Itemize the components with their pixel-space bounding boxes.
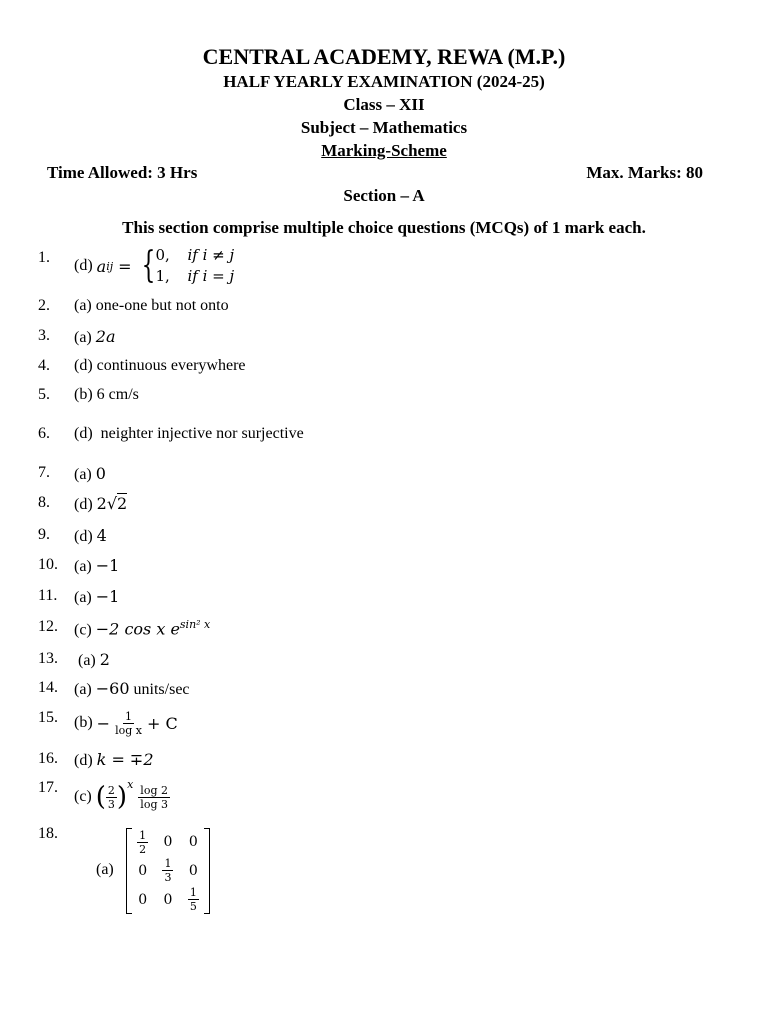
math-expression: 0: [95, 464, 106, 483]
option-label: (d): [74, 528, 93, 545]
fraction-numerator: log 2: [140, 783, 168, 797]
answer-15: [74, 706, 178, 740]
question-number: 18.: [38, 825, 58, 842]
case-value: 1,: [155, 267, 170, 285]
question-number: 9.: [38, 526, 50, 543]
option-label: (c): [74, 621, 92, 639]
time-allowed: Time Allowed: 3 Hrs: [47, 163, 198, 182]
question-number: 14.: [38, 679, 58, 696]
question-number: 1.: [38, 249, 50, 266]
matrix-cell: 0: [188, 834, 198, 851]
answer-10: [74, 556, 119, 576]
math-expression: 4: [96, 526, 107, 545]
option-label: (d): [74, 257, 93, 274]
answer-17: [74, 776, 170, 818]
fraction-numerator: 1: [139, 828, 147, 842]
fraction-denominator: log 3: [140, 797, 168, 811]
matrix-cell: [130, 828, 155, 857]
answer-8: [74, 494, 127, 514]
piecewise-cases: [155, 245, 234, 287]
matrix-row: [130, 857, 206, 886]
answer-7: [74, 464, 106, 484]
math-subscript: ij: [106, 259, 114, 273]
option-label: (d): [74, 496, 93, 513]
question-number: 3.: [38, 327, 50, 344]
right-paren-icon: ): [116, 782, 128, 812]
unit-label: units/sec: [133, 681, 190, 698]
question-number: 5.: [38, 386, 50, 403]
math-coefficient: 2: [96, 494, 107, 513]
fraction-denominator: 3: [164, 871, 172, 885]
question-number: 2.: [38, 297, 50, 314]
matrix-table: [130, 828, 206, 914]
answer-11: [74, 587, 119, 607]
math-exponent: x: [127, 778, 134, 791]
question-number: 11.: [38, 587, 58, 604]
answer-4: (d) continuous everywhere: [74, 357, 246, 374]
constant-term: + C: [146, 713, 178, 733]
fraction-denominator: 5: [189, 900, 197, 914]
math-expression: −1: [95, 587, 120, 606]
option-label: (a): [74, 466, 92, 483]
question-number: 7.: [38, 464, 50, 481]
question-number: 17.: [38, 779, 58, 796]
matrix-cell: 0: [138, 862, 148, 879]
exam-title: HALF YEARLY EXAMINATION (2024-25): [223, 72, 545, 91]
answer-13: [78, 650, 110, 670]
answer-16: [74, 750, 154, 770]
math-exponent: sin² x: [179, 618, 211, 631]
base-fraction: [106, 785, 117, 810]
case-value: 0,: [155, 246, 170, 264]
fraction-numerator: 2: [107, 783, 115, 797]
option-label: (d): [74, 752, 93, 769]
radicand: 2: [117, 494, 128, 513]
math-expression: k = ∓2: [96, 750, 154, 769]
fraction-denominator: 3: [107, 797, 115, 811]
case-condition: if i = j: [187, 267, 235, 285]
scheme-wrapper: [0, 141, 768, 161]
math-lhs: a: [96, 256, 107, 276]
matrix-cell: [155, 857, 180, 886]
matrix-cell: 0: [188, 862, 198, 879]
math-expression: 2: [99, 650, 110, 669]
option-label: (a): [96, 861, 114, 878]
fraction-numerator: 1: [164, 857, 172, 871]
question-number: 4.: [38, 357, 50, 374]
section-instruction: This section comprise multiple choice questions (MCQs) of 1 mark each.: [122, 218, 646, 237]
math-expression: −1: [95, 556, 120, 575]
option-label: (b): [74, 714, 93, 731]
question-number: 6.: [38, 425, 50, 442]
answer-1: [74, 244, 234, 288]
option-label: (a): [74, 681, 92, 698]
left-paren-icon: (: [95, 782, 106, 812]
question-number: 8.: [38, 494, 50, 511]
log-fraction: [138, 785, 170, 810]
question-number: 16.: [38, 750, 58, 767]
answer-6: (d) neighter injective nor surjective: [74, 425, 304, 442]
math-expression: 2a: [95, 327, 116, 346]
answer-12: [74, 618, 210, 639]
marking-scheme-title: Marking-Scheme: [321, 141, 447, 160]
matrix-cell: 0: [163, 891, 173, 908]
question-number: 15.: [38, 709, 58, 726]
option-label: (a): [74, 329, 92, 346]
math-expression: −2 cos x e: [95, 619, 180, 639]
option-label: (a): [74, 589, 92, 606]
answer-3: [74, 327, 115, 347]
case-condition: if i ≠ j: [187, 246, 235, 264]
fraction: [113, 711, 144, 736]
matrix-cell: 0: [138, 891, 148, 908]
answer-5: (b) 6 cm/s: [74, 386, 139, 403]
max-marks: Max. Marks: 80: [586, 163, 703, 182]
question-number: 12.: [38, 618, 58, 635]
left-brace-icon: {: [141, 245, 155, 286]
math-expression: −60: [95, 679, 130, 698]
matrix-row: [130, 885, 206, 914]
option-label: (c): [74, 788, 92, 805]
answer-2: (a) one-one but not onto: [74, 297, 229, 314]
answer-14: [74, 679, 190, 699]
class-label: Class – XII: [343, 95, 425, 114]
matrix: [126, 828, 210, 914]
section-title: Section – A: [343, 186, 425, 205]
fraction-numerator: 1: [125, 709, 132, 723]
sqrt-icon: √: [106, 494, 118, 513]
matrix-cell: 0: [163, 834, 173, 851]
answer-9: [74, 526, 107, 546]
question-number: 10.: [38, 556, 58, 573]
school-name: CENTRAL ACADEMY, REWA (M.P.): [202, 44, 566, 69]
option-label: (a): [78, 652, 96, 669]
matrix-cell: [181, 885, 206, 914]
matrix-row: [130, 828, 206, 857]
fraction-denominator: log x: [115, 723, 142, 737]
fraction-denominator: 2: [139, 842, 147, 856]
equals-sign: =: [118, 256, 132, 276]
minus-sign: −: [96, 713, 111, 733]
option-label: (a): [74, 558, 92, 575]
question-number: 13.: [38, 650, 58, 667]
fraction-numerator: 1: [189, 886, 197, 900]
subject-label: Subject – Mathematics: [300, 118, 468, 137]
